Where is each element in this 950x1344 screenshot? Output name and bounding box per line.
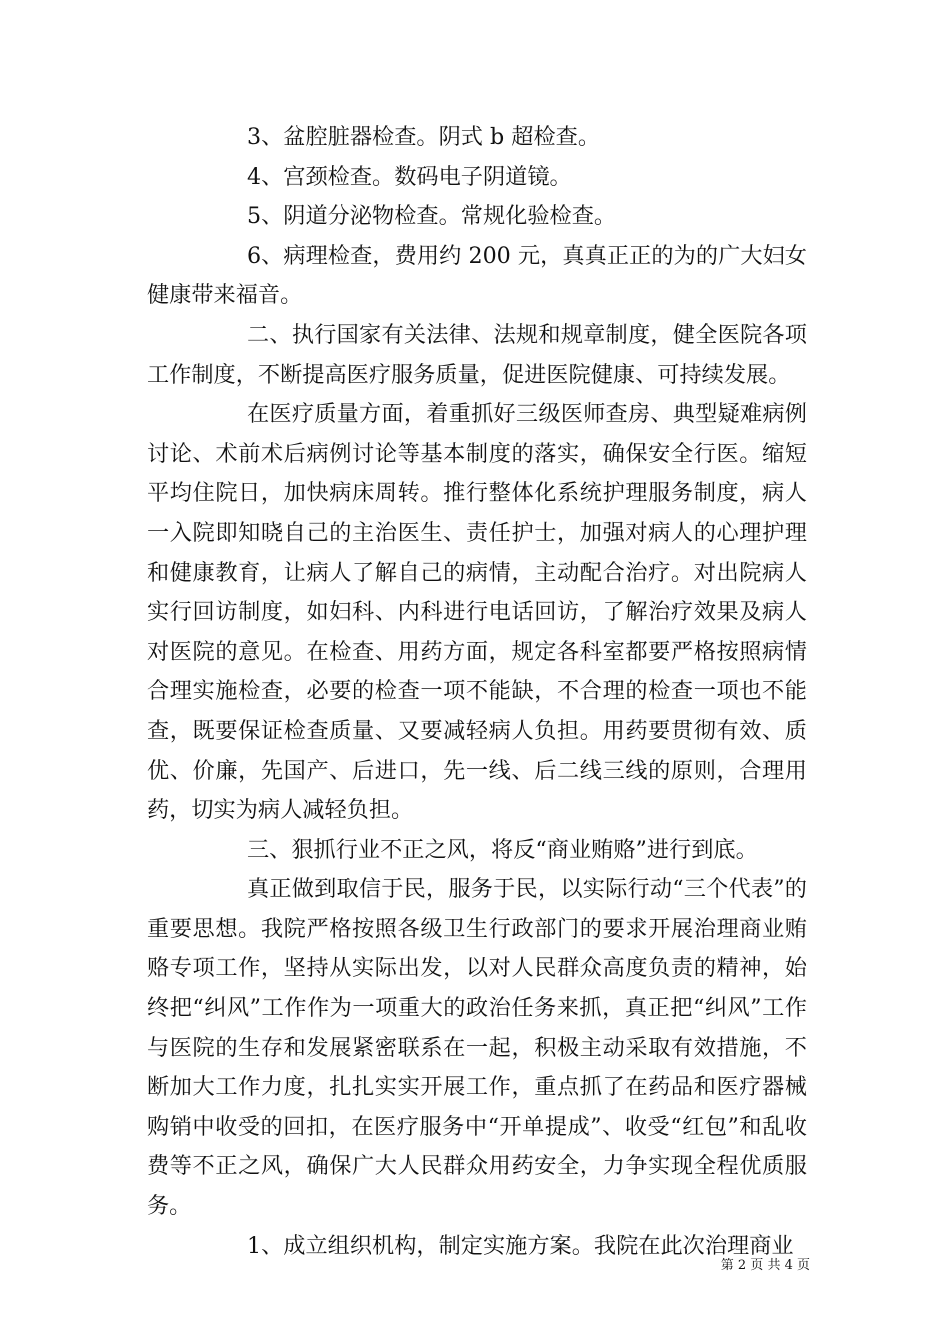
section-heading-two: 二、执行国家有关法律、法规和规章制度，健全医院各项工作制度，不断提高医疗服务质量，促进医院健康、可持续发展。: [147, 321, 807, 388]
paragraph-medical-quality: 在医疗质量方面，着重抓好三级医师查房、典型疑难病例讨论、术前术后病例讨论等基本制度的落实，确保安全行医。缩短平均住院日，加快病床周转。推行整体化系统护理服务制度，病人一入院即知晓自己的主治医生、责任护士，加强对病人的心理护理和健康教育，让病人了解自己的病情，主动配合治疗。对出院病人实行回访制度，如妇科、内科进行电话回访，了解治疗效果及病人对医院的意见。在检查、用药方面，规定各科室都要严格按照病情合理实施检查，必要的检查一项不能缺，不合理的检查一项也不能查，既要保证检查质量、又要减轻病人负担。用药要贯彻有效、质优、价廉，先国产、后进口，先一线、后二线三线的原则，合理用药，切实为病人减轻负担。: [147, 401, 807, 824]
page-number: 第 2 页 共 4 页: [720, 1258, 810, 1273]
paragraph-cervical-exam: 4、宫颈检查。数码电子阴道镜。: [247, 163, 572, 190]
body-text: [147, 118, 807, 1266]
section-heading-three: 三、狠抓行业不正之风，将反“商业贿赂”进行到底。: [247, 836, 758, 863]
paragraph-pelvic-exam: 3、盆腔脏器检查。阴式 b 超检查。: [247, 124, 601, 150]
paragraph-pathology-exam: 6、病理检查，费用约 200 元，真真正正的为的广大妇女健康带来福音。: [147, 242, 807, 309]
paragraph-integrity: 真正做到取信于民，服务于民，以实际行动“三个代表”的重要思想。我院严格按照各级卫生行政部门的要求开展治理商业贿赂专项工作，坚持从实际出发，以对人民群众高度负责的精神，始终把“纠风”工作作为一项重大的政治任务来抓，真正把“纠风”工作与医院的生存和发展紧密联系在一起，积极主动采取有效措施，不断加大工作力度，扎扎实实开展工作，重点抓了在药品和医疗器械购销中收受的回扣，在医疗服务中“开单提成”、收受“红包”和乱收费等不正之风，确保广大人民群众用药安全，力争实现全程优质服务。: [147, 876, 807, 1220]
paragraph-secretion-exam: 5、阴道分泌物检查。常规化验检查。: [247, 203, 617, 230]
paragraph-organization: 1、成立组织机构，制定实施方案。我院在此次治理商业: [247, 1232, 794, 1259]
